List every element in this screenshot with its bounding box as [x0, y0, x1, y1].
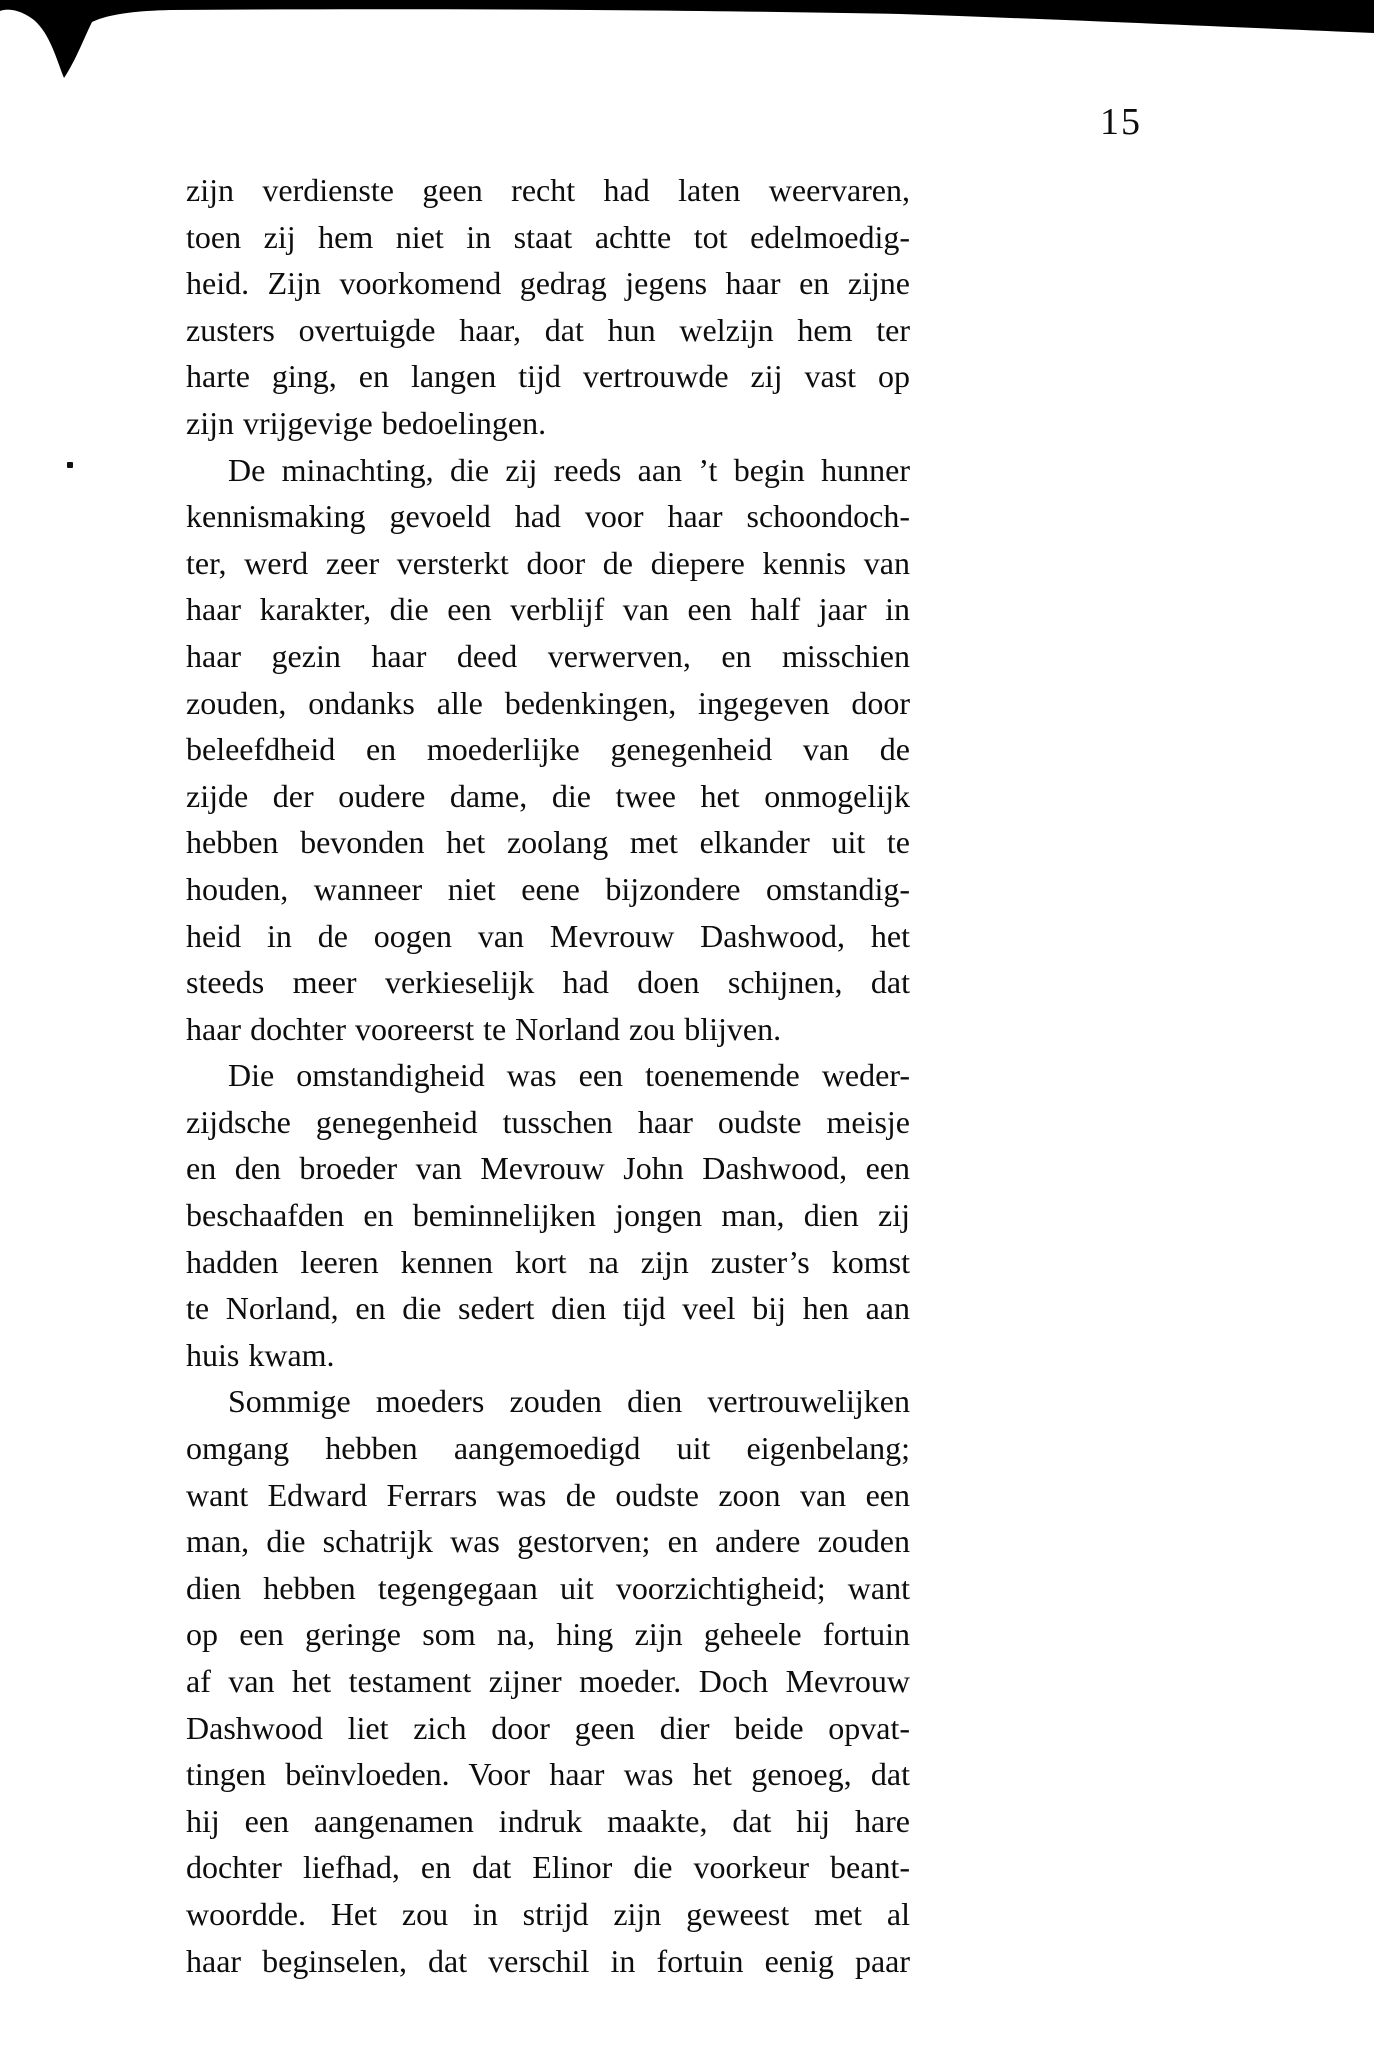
- text-line: Die omstandigheid was een toenemende weder-: [228, 1057, 910, 1094]
- page-number: 15: [1100, 101, 1142, 143]
- text-line: zouden, ondanks alle bedenkingen, ingegeven door: [186, 684, 910, 721]
- text-line: Sommige moeders zouden dien vertrouwelijken: [228, 1383, 910, 1420]
- text-line: beleefdheid en moederlijke genegenheid van de: [186, 731, 910, 768]
- text-line: zijde der oudere dame, die twee het onmogelijk: [186, 777, 910, 814]
- text-line: zijdsche genegenheid tusschen haar oudste meisje: [186, 1103, 910, 1140]
- text-line: steeds meer verkieselijk had doen schijnen, dat: [186, 964, 910, 1001]
- text-line: hebben bevonden het zoolang met elkander uit te: [186, 824, 910, 861]
- text-line: en den broeder van Mevrouw John Dashwood, een: [186, 1150, 910, 1187]
- text-line: houden, wanneer niet eene bijzondere omstandig-: [186, 870, 910, 907]
- text-line: woordde. Het zou in strijd zijn geweest met al: [186, 1895, 910, 1932]
- text-line: op een geringe som na, hing zijn geheele fortuin: [186, 1616, 910, 1653]
- text-line: haar karakter, die een verblijf van een half jaar in: [186, 591, 910, 628]
- scan-edge-artifact: [0, 0, 1374, 90]
- text-line: heid. Zijn voorkomend gedrag jegens haar en zijne: [186, 265, 910, 302]
- text-line: want Edward Ferrars was de oudste zoon van een: [186, 1476, 910, 1513]
- body-text: [186, 167, 910, 1984]
- text-line: Dashwood liet zich door geen dier beide opvat-: [186, 1709, 910, 1746]
- text-line: beschaafden en beminnelijken jongen man, dien zij: [186, 1197, 910, 1234]
- text-line: haar beginselen, dat verschil in fortuin eenig paar: [186, 1942, 910, 1979]
- text-line: hadden leeren kennen kort na zijn zuster’s komst: [186, 1243, 910, 1280]
- text-line: ter, werd zeer versterkt door de diepere kennis van: [186, 544, 910, 581]
- text-line: man, die schatrijk was gestorven; en andere zouden: [186, 1523, 910, 1560]
- text-line: De minachting, die zij reeds aan ’t begin hunner: [228, 451, 910, 488]
- text-line: kennismaking gevoeld had voor haar schoondoch-: [186, 498, 910, 535]
- text-line: zijn verdienste geen recht had laten weervaren,: [186, 172, 910, 208]
- text-line: af van het testament zijner moeder. Doch Mevrouw: [186, 1663, 910, 1699]
- text-line: dochter liefhad, en dat Elinor die voorkeur beant-: [186, 1849, 910, 1886]
- text-line: harte ging, en langen tijd vertrouwde zij vast op: [186, 358, 910, 395]
- text-line: toen zij hem niet in staat achtte tot edelmoedig-: [186, 218, 910, 255]
- text-line: heid in de oogen van Mevrouw Dashwood, het: [186, 917, 910, 954]
- text-line: zijn vrijgevige bedoelingen.: [186, 404, 547, 441]
- text-line: haar dochter vooreerst te Norland zou blijven.: [186, 1010, 782, 1047]
- text-line: omgang hebben aangemoedigd uit eigenbelang;: [186, 1430, 910, 1467]
- text-line: haar gezin haar deed verwerven, en misschien: [186, 637, 910, 674]
- text-line: huis kwam.: [186, 1336, 335, 1373]
- ink-speck: [67, 462, 73, 468]
- text-line: te Norland, en die sedert dien tijd veel bij hen aan: [186, 1290, 910, 1327]
- text-line: tingen beïnvloeden. Voor haar was het genoeg, dat: [186, 1756, 910, 1793]
- text-line: hij een aangenamen indruk maakte, dat hij hare: [186, 1802, 910, 1839]
- text-line: dien hebben tegengegaan uit voorzichtigheid; want: [186, 1569, 910, 1606]
- text-line: zusters overtuigde haar, dat hun welzijn hem ter: [186, 311, 910, 348]
